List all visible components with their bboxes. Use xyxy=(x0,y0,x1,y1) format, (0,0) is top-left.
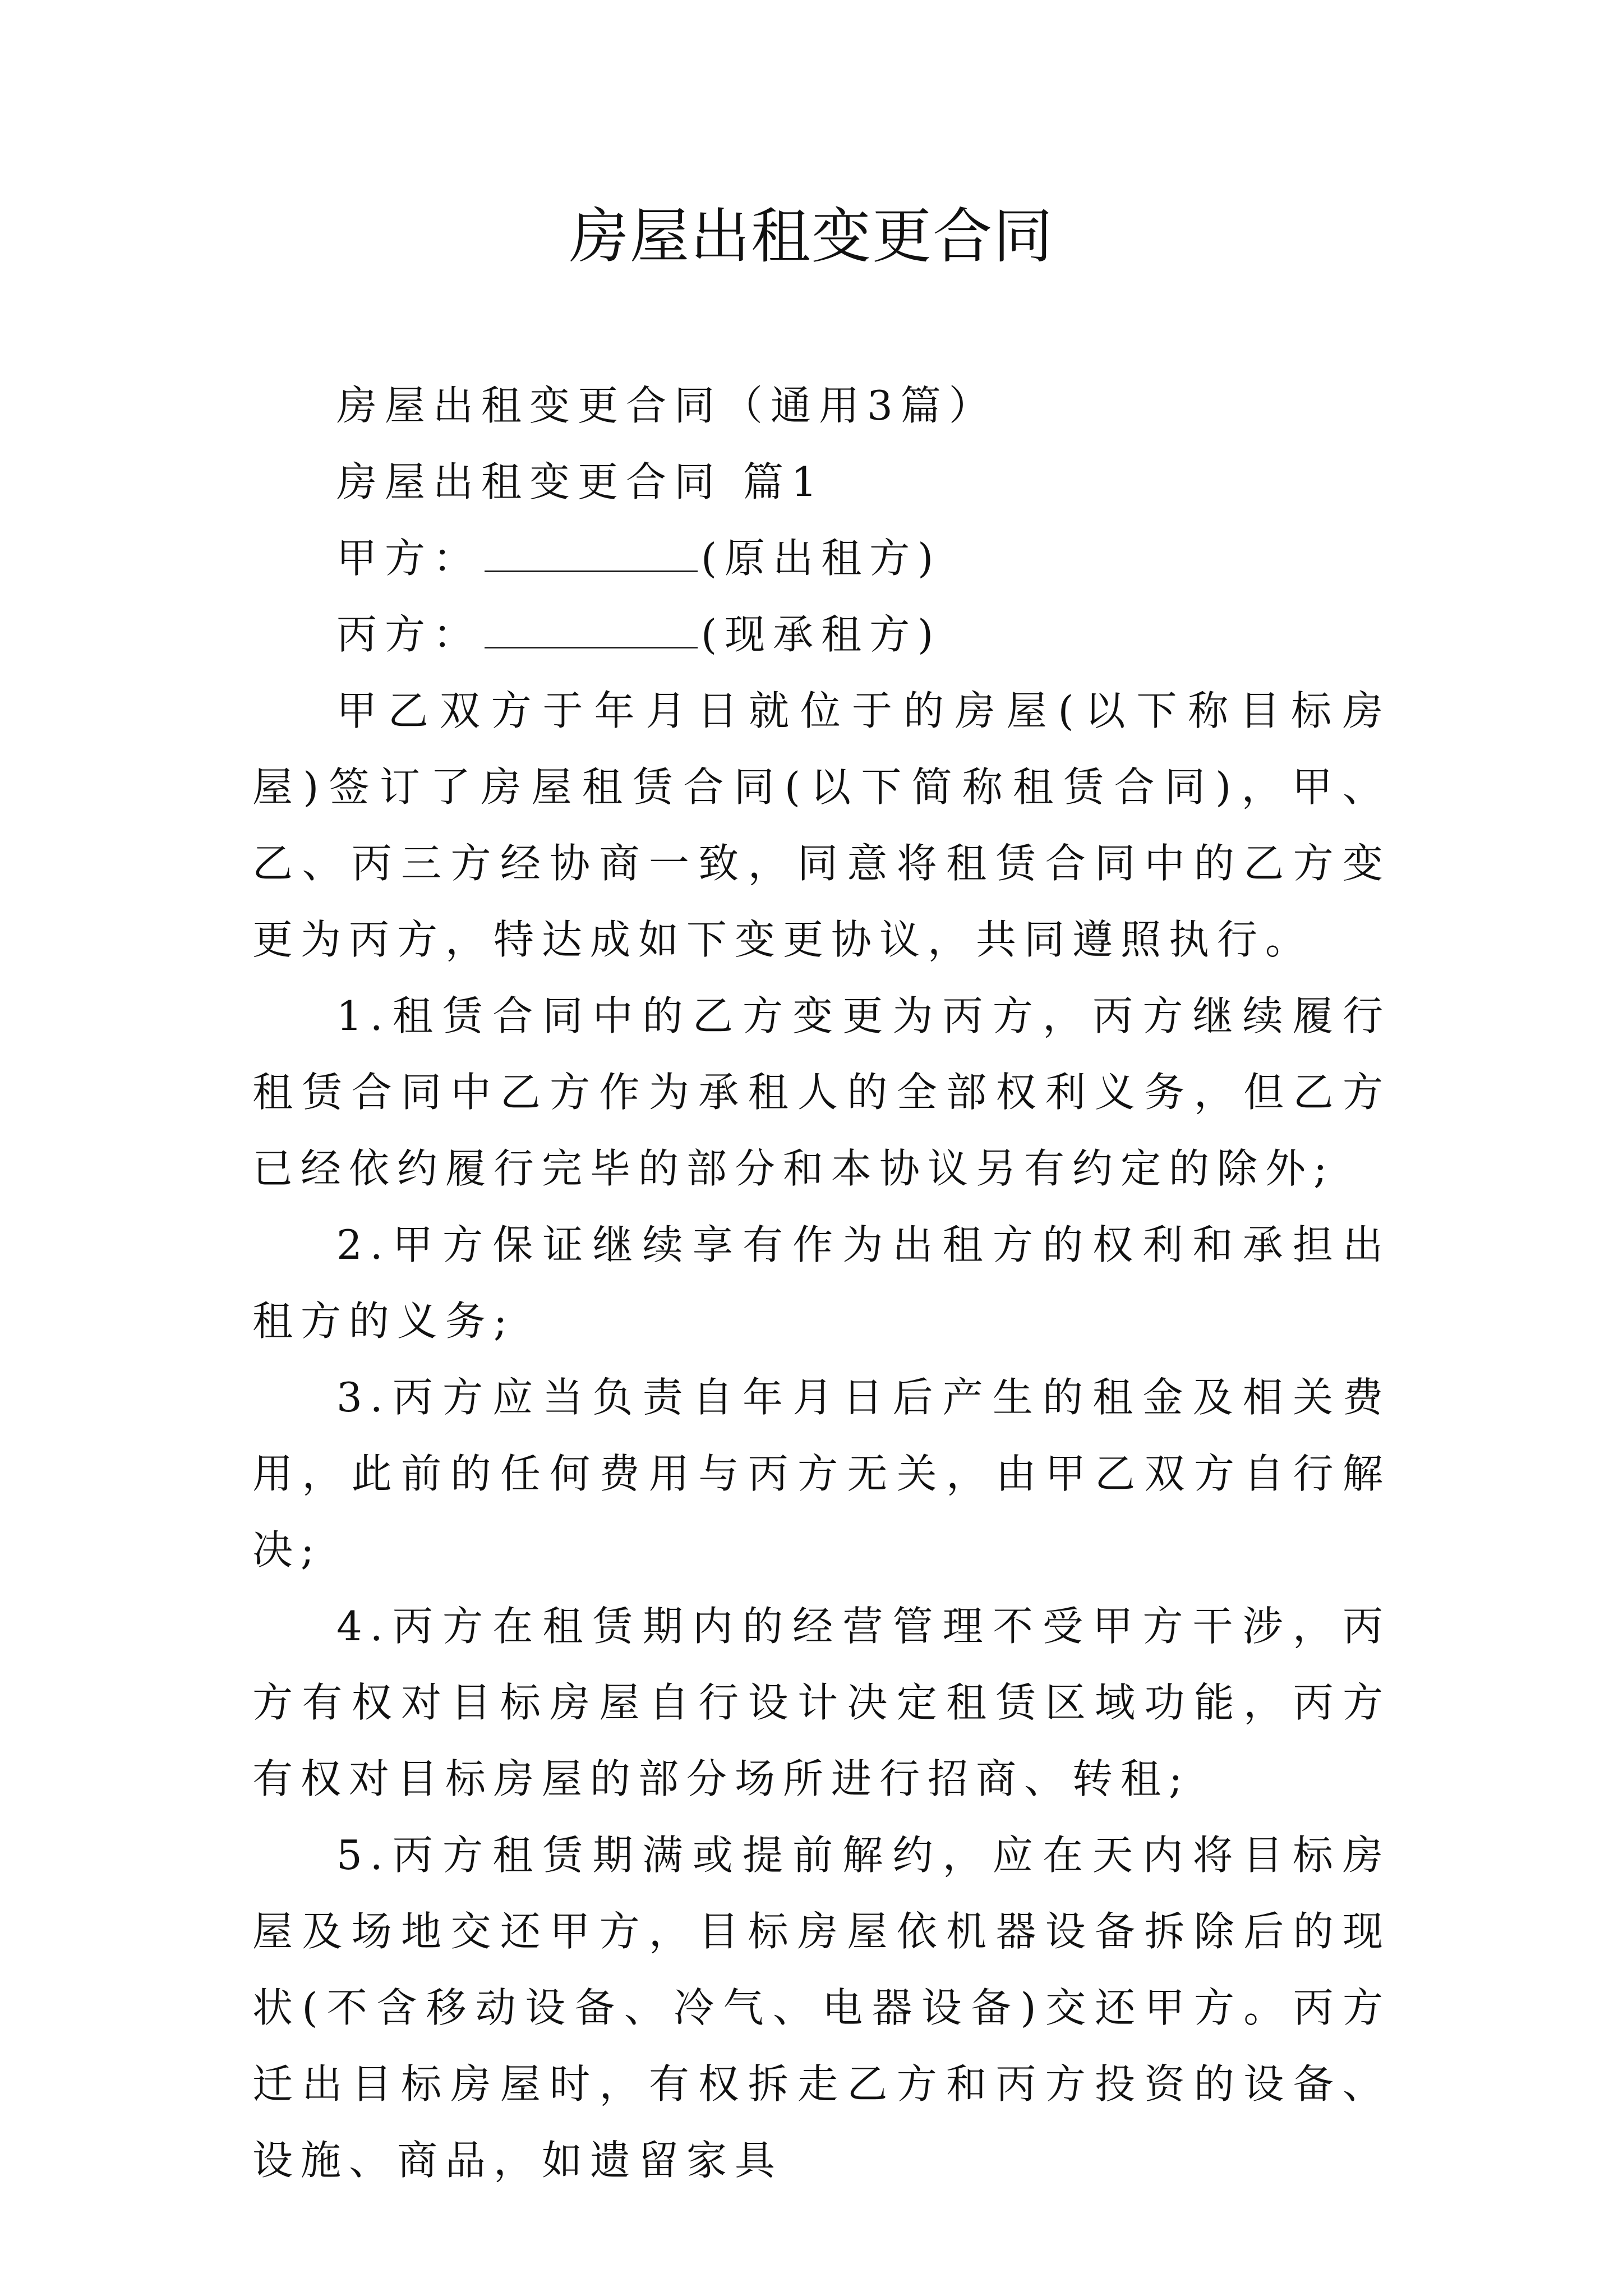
clause-4: 4.丙方在租赁期内的经营管理不受甲方干涉，丙方有权对目标房屋自行设计决定租赁区域功能，丙方有权对目标房屋的部分场所进行招商、转租; xyxy=(252,1603,1391,1802)
subtitle: 房屋出租变更合同（通用3篇） xyxy=(336,382,997,429)
party-c-blank xyxy=(485,605,698,648)
clause-5: 5.丙方租赁期满或提前解约，应在天内将目标房屋及场地交还甲方，目标房屋依机器设备拆除后的现状(不含移动设备、冷气、电器设备)交还甲方。丙方迁出目标房屋时，有权拆走乙方和丙方投资的设备、设施、商品，如遗留家具 xyxy=(252,1832,1391,2184)
party-a-line xyxy=(252,520,1391,596)
clause-1: 1.租赁合同中的乙方变更为丙方，丙方继续履行租赁合同中乙方作为承租人的全部权利义务，但乙方已经依约履行完毕的部分和本协议另有约定的除外; xyxy=(252,992,1391,1192)
document-title: 房屋出租变更合同 xyxy=(569,202,1054,271)
party-c-line xyxy=(252,596,1391,673)
section-heading: 房屋出租变更合同 篇1 xyxy=(336,458,825,505)
party-c-suffix: (现承租方) xyxy=(701,611,942,658)
party-a-blank xyxy=(485,529,698,572)
party-a-label: 甲方： xyxy=(336,535,482,582)
party-c-label: 丙方： xyxy=(336,611,482,658)
clause-3: 3.丙方应当负责自年月日后产生的租金及相关费用，此前的任何费用与丙方无关，由甲乙双方自行解决; xyxy=(252,1374,1391,1573)
clause-2: 2.甲方保证继续享有作为出租方的权利和承担出租方的义务; xyxy=(252,1221,1391,1345)
party-a-suffix: (原出租方) xyxy=(701,535,942,582)
document-body xyxy=(252,367,1391,2198)
intro-paragraph: 甲乙双方于年月日就位于的房屋(以下称目标房屋)签订了房屋租赁合同(以下简称租赁合同)，甲、乙、丙三方经协商一致，同意将租赁合同中的乙方变更为丙方，特达成如下变更协议，共同遵照执行。 xyxy=(252,687,1391,963)
